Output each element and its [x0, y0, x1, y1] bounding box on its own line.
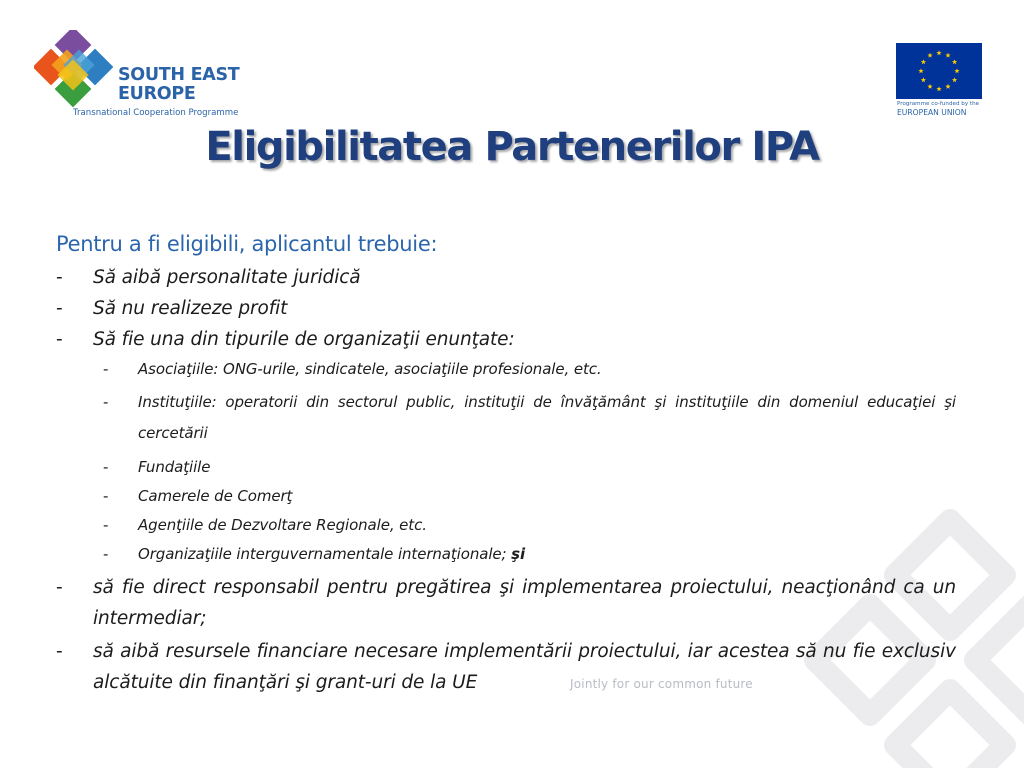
sub-list-item-text: Fundaţiile — [138, 458, 211, 476]
bullet-dash: - — [103, 360, 109, 378]
eu-logo — [896, 43, 986, 123]
sub-list-item-text: Camerele de Comerţ — [138, 487, 293, 505]
bullet-dash: - — [56, 298, 63, 319]
list-item-text: Să aibă personalitate juridică — [93, 267, 361, 288]
sub-list-item — [93, 485, 956, 507]
programme-name — [118, 66, 288, 104]
requirements-list-continued — [56, 572, 956, 698]
sub-list-item-text: Instituţiile: operatorii din sectorul public, instituţii de învăţământ şi instituţiile din domeniul educaţiei şi cercetării — [138, 393, 956, 442]
organisation-types-list — [56, 358, 956, 565]
sub-list-item-text: Agenţiile de Dezvoltare Regionale, etc. — [138, 516, 427, 534]
bullet-dash: - — [103, 458, 109, 476]
requirements-list — [56, 262, 956, 355]
list-item — [56, 572, 956, 634]
list-item — [56, 636, 956, 698]
list-item-text: Să nu realizeze profit — [93, 298, 288, 319]
bullet-dash: - — [56, 329, 63, 350]
eu-caption-line2: EUROPEAN UNION — [897, 108, 967, 117]
bullet-dash: - — [103, 393, 109, 411]
sub-list-item — [93, 387, 956, 449]
sub-list-item-text: Asociaţiile: ONG-urile, sindicatele, asociaţiile profesionale, etc. — [138, 360, 602, 378]
bullet-dash: - — [103, 545, 109, 563]
list-item-text: Să fie una din tipurile de organizaţii enunţate: — [93, 329, 515, 350]
watermark-tagline: Jointly for our common future — [570, 677, 753, 691]
sub-list-item-text: Organizaţiile interguvernamentale internaţionale; — [138, 545, 507, 563]
programme-name-line2: EUROPE — [118, 84, 196, 104]
bullet-dash: - — [56, 641, 63, 662]
sub-list-item — [93, 543, 956, 565]
bullet-dash: - — [56, 577, 63, 598]
bullet-dash: - — [56, 267, 63, 288]
eu-caption-line1: Programme co-funded by the — [897, 101, 980, 107]
sub-list-item — [93, 456, 956, 478]
slide-content — [56, 232, 956, 698]
list-item — [56, 293, 956, 324]
south-east-europe-logo — [34, 30, 274, 125]
sub-list-item-tail: şi — [511, 545, 526, 563]
eu-caption — [897, 101, 989, 118]
list-item — [56, 262, 956, 293]
list-item — [56, 324, 956, 355]
intro-text: Pentru a fi eligibili, aplicantul trebuie: — [56, 232, 438, 256]
list-item-text: să aibă resursele financiare necesare implementării proiectului, iar acestea să nu fie exclusiv alcătuite din finanţări şi grant-uri de la UE — [93, 641, 956, 693]
list-item-text: să fie direct responsabil pentru pregătirea şi implementarea proiectului, neacţionând ca un intermediar; — [93, 577, 956, 629]
sub-list-item — [93, 358, 956, 380]
programme-flower-icon — [34, 30, 114, 110]
sub-list-item — [93, 514, 956, 536]
bullet-dash: - — [103, 487, 109, 505]
eu-flag-icon — [896, 43, 982, 99]
programme-name-line1: SOUTH EAST — [118, 65, 240, 85]
programme-subtitle: Transnational Cooperation Programme — [73, 108, 239, 118]
bullet-dash: - — [103, 516, 109, 534]
slide-title: Eligibilitatea Partenerilor IPA — [205, 124, 819, 170]
